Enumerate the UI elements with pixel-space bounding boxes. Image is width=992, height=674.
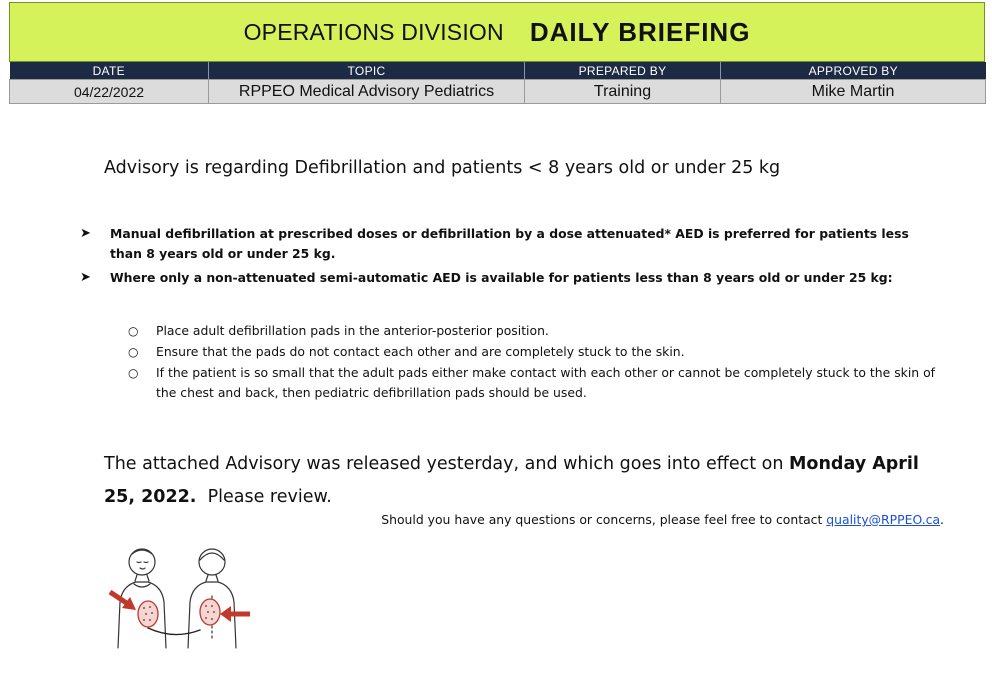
arrowhead-bullet-icon: ➤ — [80, 226, 91, 241]
topic-value: RPPEO Medical Advisory Pediatrics — [209, 80, 525, 104]
header-date: DATE — [10, 62, 209, 80]
list-item — [128, 342, 948, 362]
info-table-row — [10, 80, 986, 104]
sub-bullet-text: Place adult defibrillation pads in the anterior-posterior position. — [156, 323, 549, 338]
main-bullet-list — [80, 224, 940, 292]
front-arrow-icon — [110, 592, 136, 610]
release-text: The attached Advisory was released yesterday, and which goes into effect on — [104, 454, 790, 474]
sub-bullet-list — [128, 321, 948, 404]
contact-text: Should you have any questions or concerns, please feel free to contact — [381, 512, 827, 527]
effective-date: Monday April 25, 2022. — [104, 454, 919, 507]
sub-bullet-text: Ensure that the pads do not contact each other and are completely stuck to the skin. — [156, 344, 685, 359]
header-approved-by: APPROVED BY — [721, 62, 986, 80]
division-title: OPERATIONS DIVISION — [243, 18, 504, 45]
header-prepared-by: PREPARED BY — [525, 62, 721, 80]
contact-trailing: . — [940, 512, 944, 527]
hollow-circle-bullet-icon: ○ — [128, 324, 139, 338]
prepared-by-value: Training — [525, 80, 721, 104]
briefing-info-table — [9, 62, 986, 104]
contact-email-link[interactable]: quality@RPPEO.ca — [826, 512, 941, 527]
date-value: 04/22/2022 — [10, 80, 209, 104]
sub-bullet-text: If the patient is so small that the adult pads either make contact with each other or cannot be completely stuck to the skin of the chest and back, then pediatric defibrillation pads should be used. — [156, 365, 936, 400]
arrowhead-bullet-icon: ➤ — [80, 270, 91, 285]
header-topic: TOPIC — [209, 62, 525, 80]
list-item — [128, 363, 948, 403]
info-table-header-row — [10, 62, 986, 80]
child-back-figure — [188, 549, 236, 648]
advisory-intro: Advisory is regarding Defibrillation and patients < 8 years old or under 25 kg — [104, 158, 781, 178]
front-pad-icon — [138, 601, 158, 627]
contact-line — [381, 512, 944, 527]
child-front-figure — [118, 549, 166, 648]
bullet-text: Where only a non-attenuated semi-automatic AED is available for patients less than 8 years old or under 25 kg: — [110, 270, 893, 285]
hollow-circle-bullet-icon: ○ — [128, 345, 139, 359]
list-item — [80, 224, 940, 264]
hollow-circle-bullet-icon: ○ — [128, 366, 139, 380]
briefing-title: DAILY BRIEFING — [529, 16, 751, 47]
review-text: Please review. — [196, 487, 332, 507]
back-pad-icon — [200, 599, 220, 625]
list-item — [128, 321, 948, 341]
briefing-banner — [9, 2, 985, 62]
pediatric-pad-placement-illustration — [104, 540, 254, 652]
bullet-text: Manual defibrillation at prescribed doses or defibrillation by a dose attenuated* AED is preferred for patients less than 8 years old or under 25 kg. — [110, 226, 909, 261]
approved-by-value: Mike Martin — [721, 80, 986, 104]
list-item — [80, 268, 940, 288]
release-notice — [104, 448, 934, 514]
